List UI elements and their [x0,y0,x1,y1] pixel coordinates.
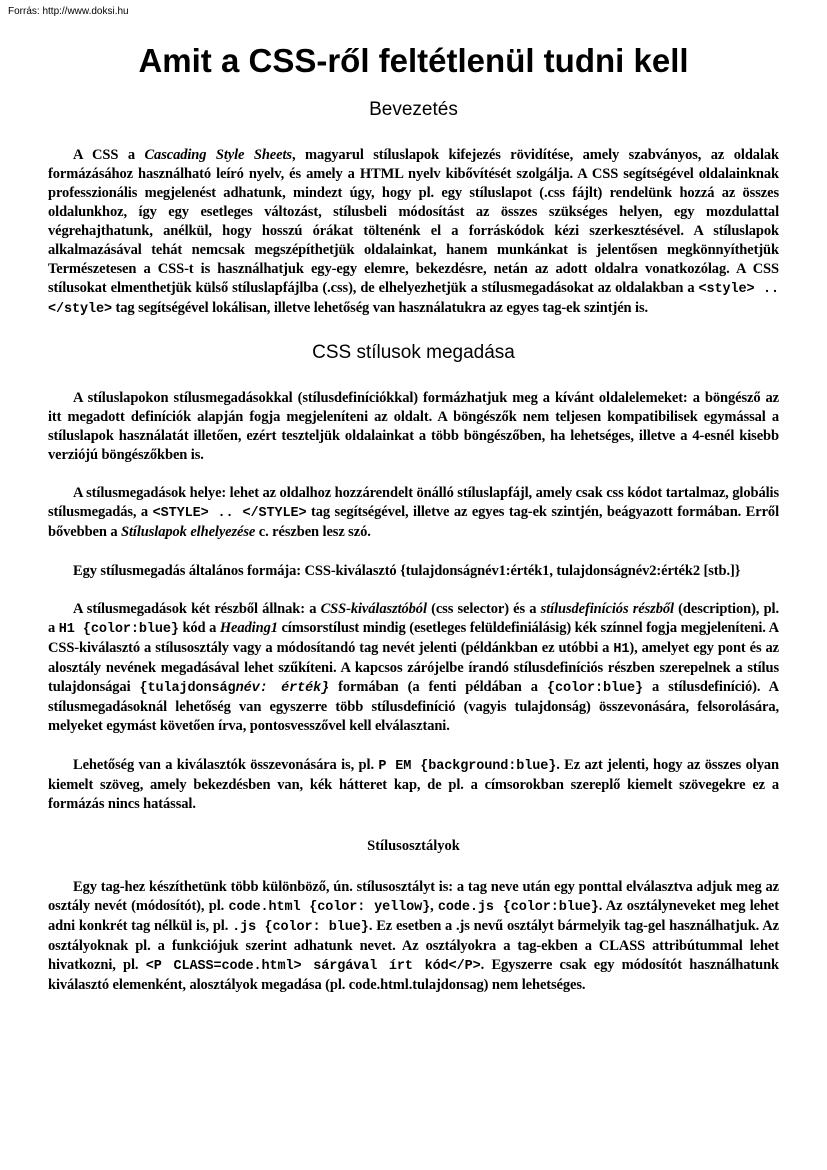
paragraph-intro: A CSS a Cascading Style Sheets, magyarul stíluslapok kifejezés rövidítése, amely szabványos, az oldalak formázásához használható leíró nyelv, és amely a HTML nyelv kibővítését szolgálja. A CSS segítségével oldalainknak professzionális megjelenést adhatunk, mindezt úgy, hogy pl. egy stíluslapot (.css fájlt) rendelünk hozzá az összes oldalunkhoz, így egy esetleges változást, stílusbeli módosítást az összes szükséges helyen, egy mozdulattal végrehajthatunk, anélkül, hogy hosszú órákat töltenénk el a forráskódok kézi szerkesztésével. A stíluslapok alkalmazásával tehát nemcsak megszépíthetjük oldalainkat, hanem munkánkat is jelentősen megkönnyíthetjük Természetesen a CSS-t is használhatjuk egy-egy elemre, bekezdésre, netán az adott oldalra vonatkozólag. A CSS stílusokat elmenthetjük külső stíluslapfájlba (.css), de elhelyezhetjük a stílusmegadásokat az oldalakban a <style> ..</style> tag segítségével lokálisan, illetve lehetőség van használatukra az egyes tag-ek szintjén is. [48,147,780,317]
source-note: Forrás: http://www.doksi.hu [8,6,129,17]
inline-code: code.js {color:blue} [437,900,599,915]
inline-code: {color:blue} [546,681,643,696]
inline-code: <style> ..</style> [48,282,780,317]
document-page [48,38,779,995]
inline-code: H1 {color:blue} [58,622,179,637]
section-heading-bevezetes: Bevezetés [369,99,458,120]
paragraph-general-form: Egy stílusmegadás általános formája: CSS-kiválasztó {tulajdonságnév1:érték1, tulajdonságnév2:érték2 [stb.]} [73,563,741,579]
paragraph-two-parts: A stílusmegadások két részből állnak: a CSS-kiválasztóból (css selector) és a stílusdefiníciós részből (description), pl. a H1 {color:blue} kód a Heading1 címsorstílust mindig (esetleges felüldefiniálásig) kék színnel fogja megjeleníteni. A CSS-kiválasztó a stílusosztály vagy a módosítandó tag nevét jelenti (példánkban ez utóbbi a H1), amelyet egy pont és az alosztály nevének megadásával lehet szűkíteni. A kapcsos zárójelbe írandó stílusdefiníciós részben szerepelnek a stílus tulajdonságai {tulajdonságnév: érték} formában (a fenti példában a {color:blue} a stílusdefiníció). A stílusmegadásoknál lehetőség van egyszerre több stílusdefiníció (vagyis tulajdonság) összevonására, felsorolására, melyeket egymást követően írva, pontosvesszővel kell elválasztani. [48,601,780,734]
inline-code: név: érték} [235,681,330,696]
paragraph-style-classes: Egy tag-hez készíthetünk több különböző, ún. stílusosztályt is: a tag neve után egy ponttal elválasztva adjuk meg az osztály nevét (módosítót), pl. code.html {color: yellow}, code.js {color:blue}. Az osztályneveket meg lehet adni konkrét tag nélkül is, pl. .js {color: blue}. Ez esetben a .js nevű osztályt bármelyik tag-gel használhatjuk. Az osztályoknak pl. a funkciójuk szerint adhatunk nevet. Az osztályokra a tag-ekben a CLASS attribútummal lehet hivatkozni, pl. <P CLASS=code.html> sárgával írt kód</P>. Egyszerre csak egy módosítót használhatunk kiválasztó elemenként, alosztályok megadása (pl. code.html.tulajdonsag) nem lehetséges. [48,879,779,993]
paragraph-combine-selectors: Lehetőség van a kiválasztók összevonására is, pl. P EM {background:blue}. Ez azt jelenti, hogy az összes olyan kiemelt szöveg, amely bekezdésben van, kék hátteret kap, de pl. a címsorokban szereplő kiemelt szövegekre ez a formázás nincs hatással. [48,757,779,812]
inline-code: P EM {background:blue} [378,759,557,774]
paragraph-stylesheets: A stíluslapokon stílusmegadásokkal (stílusdefiníciókkal) formázhatjuk meg a kívánt oldalelemeket: a böngésző az itt megadott definíciók alapján fogja megjeleníteni az oldalt. A böngészők nem teljesen kompatibilisek egymással a stíluslapok használatát illetően, ezért teszteljük oldalainkat a több böngészőben, ha lehetséges, illetve a 4-esnél kisebb verziójú böngészőkben is. [48,390,779,463]
inline-code: code.html {color: yellow} [228,900,431,915]
paragraph-locations: A stílusmegadások helye: lehet az oldalhoz hozzárendelt önálló stíluslapfájl, amely csak css kódot tartalmaz, globális stílusmegadás, a <STYLE> .. </STYLE> tag segítségével, illetve az egyes tag-ek szintjén, beágyazott formában. Erről bővebben a Stíluslapok elhelyezése c. részben lesz szó. [48,485,780,540]
inline-code: .js {color: blue} [232,920,369,935]
inline-code: <P CLASS=code.html> sárgával írt kód</P> [145,959,481,974]
section-heading-css-stilusok: CSS stílusok megadása [312,342,515,363]
inline-code: {tulajdonság [139,681,236,696]
inline-code: <STYLE> .. </STYLE> [152,506,307,521]
section-heading-stilusosztalyok: Stílusosztályok [367,838,460,854]
document-title: Amit a CSS-ről feltétlenül tudni kell [138,42,689,79]
inline-code: H1 [613,642,630,657]
